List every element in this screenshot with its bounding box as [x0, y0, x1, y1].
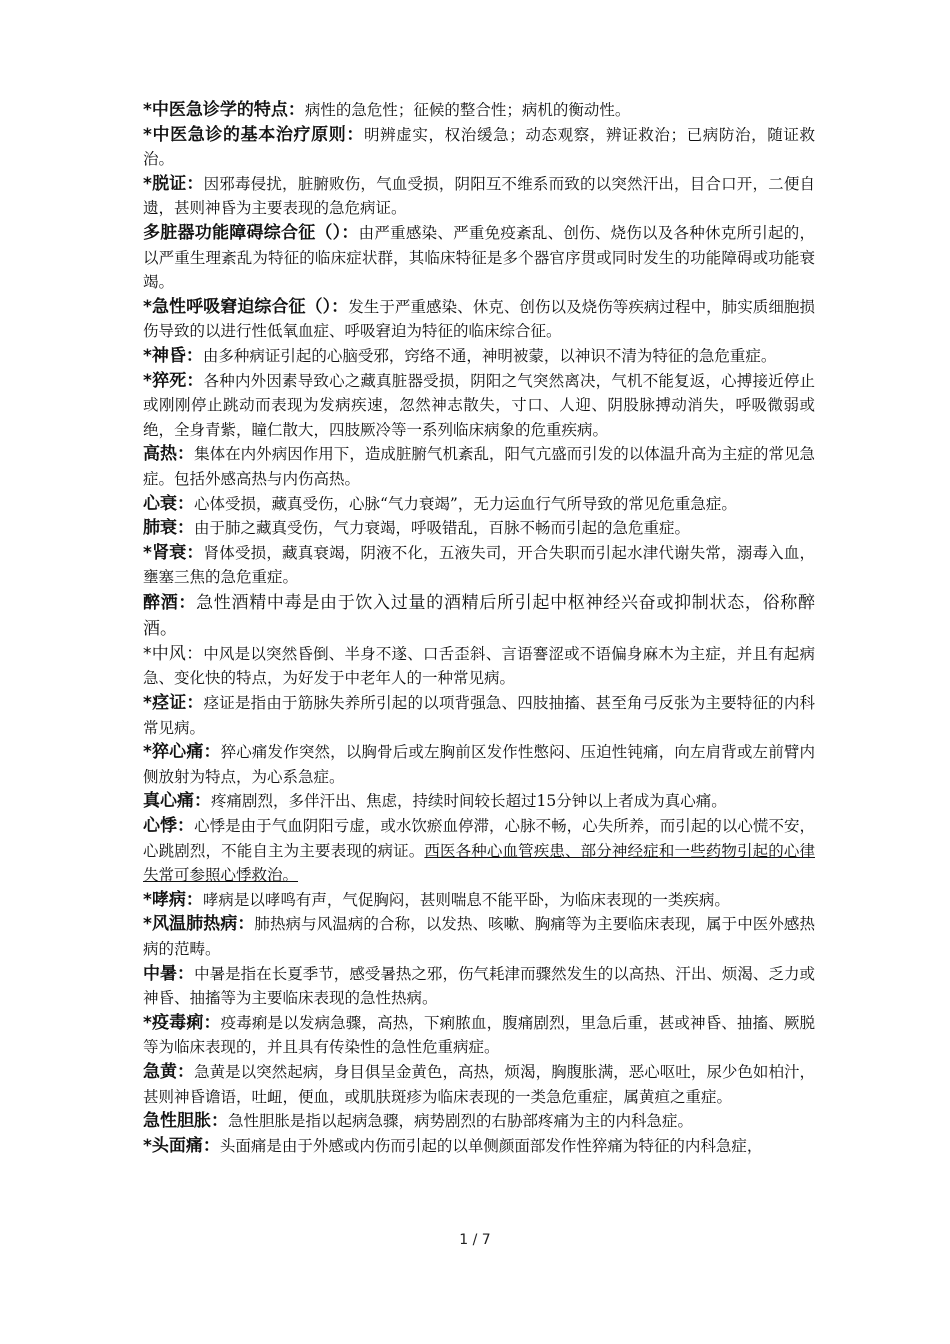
entry-term: *猝死：: [143, 370, 204, 391]
entry-xin-ji: [143, 814, 815, 888]
entry-term: *风温肺热病：: [143, 914, 255, 935]
entry-gao-re: [143, 442, 815, 491]
entry-text: 急黄是以突然起病，身目俱呈金黄色，高热，烦渴，胸腹胀满，恶心呕吐，尿少色如柏汁，甚则神昏谵语，吐衄，便血，或肌肤斑疹为临床表现的一类急危重症，属黄疸之重症。: [143, 1062, 815, 1106]
entry-term: *中医急诊学的特点：: [143, 100, 305, 120]
entry-term: *急性呼吸窘迫综合征（）：: [143, 296, 349, 317]
entry-term: *神昏：: [143, 345, 203, 366]
entry-zhong-feng: [143, 642, 815, 691]
entry-mods: [143, 221, 815, 295]
entry-cu-xin-tong: [143, 740, 815, 789]
entry-yi-du-li: [143, 1011, 815, 1060]
entry-term: 醉酒：: [143, 592, 197, 613]
entry-text: 急性胆胀是指以起病急骤，病势剧烈的右胁部疼痛为主的内科急症。: [228, 1112, 694, 1131]
entry-text: 心悸是由于气血阴阳亏虚，或水饮瘀血停滞，心脉不畅，心失所养，而引起的以心慌不安，心跳剧烈，不能自主为主要表现的病证。: [143, 817, 815, 860]
entry-text: 猝心痛发作突然，以胸骨后或左胸前区发作性憋闷、压迫性钝痛，向左肩背或左前臂内侧放射为特点，为心系急症。: [143, 743, 815, 786]
entry-term: *哮病：: [143, 889, 203, 910]
entry-term: 真心痛：: [143, 791, 211, 812]
entry-text: 发生于严重感染、休克、创伤以及烧伤等疾病过程中，肺实质细胞损伤导致的以进行性低氧血症、呼吸窘迫为特征的临床综合征。: [143, 297, 815, 341]
entry-shen-hun: [143, 344, 815, 369]
entry-term: 多脏器功能障碍综合征（）：: [143, 222, 359, 243]
entry-text: 由严重感染、严重免疫紊乱、创伤、烧伤以及各种休克所引起的，以严重生理紊乱为特征的临床症状群，其临床特征是多个器官序贯或同时发生的功能障碍或功能衰竭。: [143, 223, 815, 292]
entry-term: *肾衰：: [143, 542, 204, 563]
entry-text: 肾体受损，藏真衰竭，阴液不化，五液失司，开合失职而引起水津代谢失常，溺毒入血，壅塞三焦的急危重症。: [143, 543, 815, 587]
entry-term: 中暑：: [143, 963, 195, 984]
entry-term: 急性胆胀：: [143, 1111, 228, 1132]
entry-text: 肺热病与风温病的合称，以发热、咳嗽、胸痛等为主要临床表现，属于中医外感热病的范畴。: [143, 915, 815, 958]
entry-text: 中暑是指在长夏季节，感受暑热之邪，伤气耗津而骤然发生的以高热、汗出、烦渴、乏力或神昏、抽搐等为主要临床表现的急性热病。: [143, 964, 815, 1008]
entry-zhong-shu: [143, 962, 815, 1011]
entry-term: 心悸：: [143, 816, 195, 837]
entry-term: 急黄：: [143, 1061, 195, 1082]
entry-text: 各种内外因素导致心之藏真脏器受损，阴阳之气突然离决，气机不能复返，心搏接近停止或刚刚停止跳动而表现为发病疾速，忽然神志散失，寸口、人迎、阴股脉搏动消失，呼吸微弱或绝，全身青紫，瞳仁散大，四肢厥冷等一系列临床病象的危重疾病。: [143, 371, 815, 439]
entry-text: 集体在内外病因作用下，造成脏腑气机紊乱，阳气亢盛而引发的以体温升高为主症的常见急症。包括外感高热与内伤高热。: [143, 445, 815, 488]
entry-term: 肺衰：: [143, 518, 194, 539]
entry-text: 疼痛剧烈，多伴汗出、焦虑，持续时间较长超过15分钟以上者成为真心痛。: [211, 792, 727, 811]
page-indicator: 1 / 7: [459, 1232, 491, 1248]
entry-text: 急性酒精中毒是由于饮入过量的酒精后所引起中枢神经兴奋或抑制状态，俗称醉酒。: [143, 592, 815, 639]
entry-treatment-principles: [143, 123, 815, 172]
entry-term: *头面痛：: [143, 1135, 220, 1156]
entry-text: 哮病是以哮鸣有声，气促胸闷，甚则喘息不能平卧，为临床表现的一类疾病。: [202, 890, 730, 909]
entry-text: 头面痛是由于外感或内伤而引起的以单侧颜面部发作性猝痛为特征的内科急症，: [219, 1136, 763, 1155]
entry-term: *中风：: [143, 643, 204, 664]
entry-text: 因邪毒侵扰，脏腑败伤，气血受损，阴阳互不维系而致的以突然汗出，目合口开，二便自遗，甚则神昏为主要表现的急危病证。: [143, 174, 815, 218]
entry-tou-mian-tong: [143, 1134, 815, 1159]
entry-term: 心衰：: [143, 493, 194, 514]
entry-shen-shuai: [143, 541, 815, 590]
entry-ards: [143, 295, 815, 344]
entry-xin-shuai: [143, 492, 815, 517]
entry-underlined-note: 西医各种心血管疾患、部分神经症和一些药物引起的心律失常可参照心悸救治。: [143, 841, 815, 885]
entry-term: 高热：: [143, 444, 195, 465]
entry-tuo-zheng: [143, 172, 815, 221]
entry-feng-wen: [143, 912, 815, 961]
entry-term: *痉证：: [143, 693, 204, 714]
entry-text: 由于肺之藏真受伤，气力衰竭，呼吸错乱，百脉不畅而引起的急危重症。: [194, 519, 691, 538]
entry-text: 疫毒痢是以发病急骤，高热，下痢脓血，腹痛剧烈，里急后重，甚或神昏、抽搐、厥脱等为临床表现的，并且具有传染性的急性危重病症。: [143, 1013, 815, 1057]
entry-dan-zhang: [143, 1109, 815, 1134]
entry-text: 病性的急危性；征候的整合性；病机的衡动性。: [304, 101, 631, 119]
entry-ji-huang: [143, 1060, 815, 1109]
entry-text: 心体受损，藏真受伤，心脉“气力衰竭”，无力运血行气所导致的常见危重急症。: [194, 494, 737, 513]
entry-cu-si: [143, 369, 815, 443]
entry-zui-jiu: [143, 590, 815, 642]
entry-features: [143, 98, 815, 123]
entry-xiao-bing: [143, 888, 815, 913]
entry-term: *脱证：: [143, 173, 204, 194]
entry-text: 明辨虚实，权治缓急；动态观察，辨证救治；已病防治，随证救治。: [143, 125, 815, 169]
entry-term: *疫毒痢：: [143, 1012, 221, 1033]
entry-zhen-xin-tong: [143, 789, 815, 814]
entry-fei-shuai: [143, 516, 815, 541]
entry-term: *中医急诊的基本治疗原则：: [143, 124, 365, 145]
entry-text: 中风是以突然昏倒、半身不遂、口舌歪斜、言语謇涩或不语偏身麻木为主症，并且有起病急、变化快的特点，为好发于中老年人的一种常见病。: [143, 644, 815, 688]
entry-jing-zheng: [143, 691, 815, 740]
entry-text: 由多种病证引起的心脑受邪，窍络不通，神明被蒙，以神识不清为特征的急危重症。: [202, 346, 777, 365]
entry-term: *猝心痛：: [143, 742, 221, 763]
entry-text: 痉证是指由于筋脉失养所引起的以项背强急、四肢抽搐、甚至角弓反张为主要特征的内科常见病。: [143, 694, 815, 737]
document-body: [143, 98, 815, 1158]
